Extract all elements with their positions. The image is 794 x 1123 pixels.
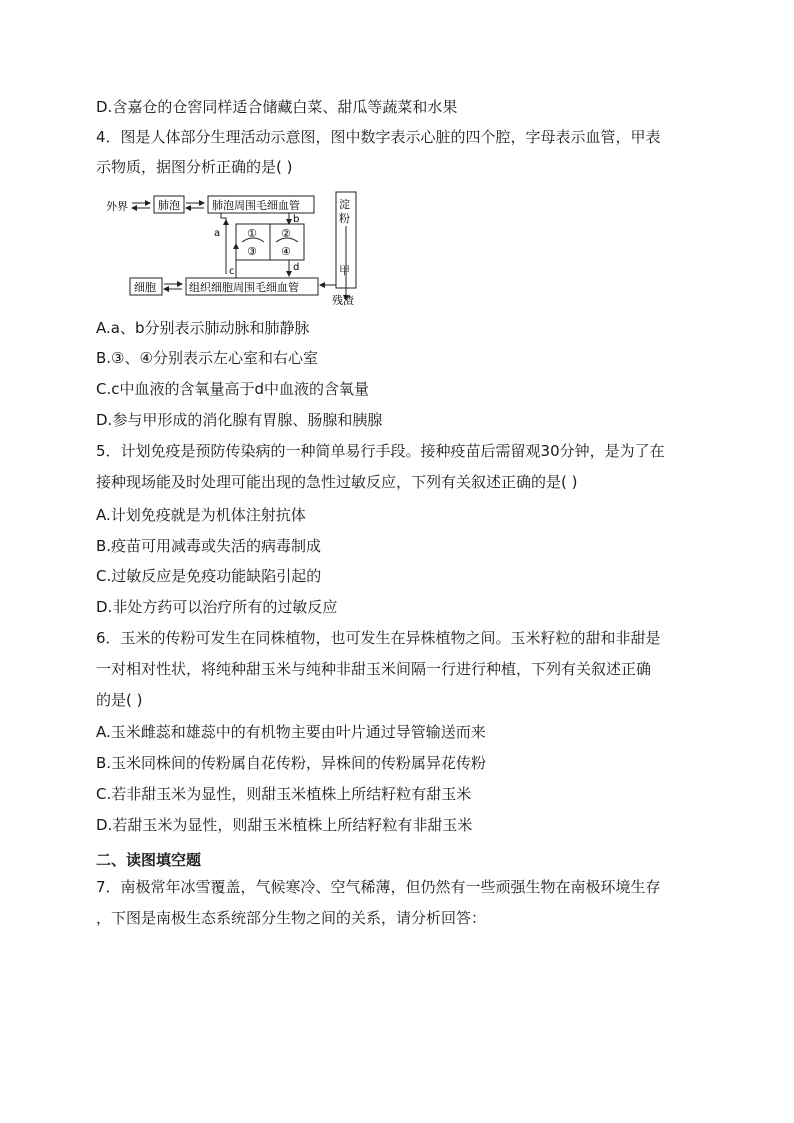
starch-label-1: 淀 <box>339 198 350 211</box>
q5-option-b: B.疫苗可用减毒或失活的病毒制成 <box>96 537 322 555</box>
chamber-3: ③ <box>247 245 257 258</box>
q4-option-d: D.参与甲形成的消化腺有胃腺、肠腺和胰腺 <box>96 411 383 429</box>
q6-stem-line-2: 一对相对性状，将纯种甜玉米与纯种非甜玉米间隔一行进行种植，下列有关叙述正确 <box>96 660 652 678</box>
q6-option-c: C.若非甜玉米为显性，则甜玉米植株上所结籽粒有甜玉米 <box>96 785 472 803</box>
q4-option-b: B.③、④分别表示左心室和右心室 <box>96 349 318 367</box>
q5-option-a: A.计划免疫就是为机体注射抗体 <box>96 506 306 524</box>
outside-label: 外界 <box>106 200 128 213</box>
q5-option-d: D.非处方药可以治疗所有的过敏反应 <box>96 598 338 616</box>
q6-option-a: A.玉米雌蕊和雄蕊中的有机物主要由叶片通过导管输送而来 <box>96 723 486 741</box>
starch-label-2: 粉 <box>339 212 350 225</box>
q4-stem-line-2: 示物质，据图分析正确的是( ) <box>96 158 293 176</box>
chamber-4: ④ <box>281 245 291 258</box>
q3-option-d: D.含嘉仓的仓窖同样适合储藏白菜、甜瓜等蔬菜和水果 <box>96 98 458 116</box>
exchange-arrow-outside-alveoli <box>132 203 150 208</box>
residue-label: 残渣 <box>332 294 354 306</box>
exchange-arrow-alveoli-capillary <box>186 203 204 208</box>
q6-option-b: B.玉米同株间的传粉属自花传粉，异株间的传粉属异花传粉 <box>96 754 487 772</box>
tissue-capillary-label: 组织细胞周围毛细血管 <box>189 281 299 294</box>
q5-stem-line-2: 接种现场能及时处理可能出现的急性过敏反应，下列有关叙述正确的是( ) <box>96 473 578 491</box>
q5-option-c: C.过敏反应是免疫功能缺陷引起的 <box>96 567 322 585</box>
alveolar-capillary-label: 肺泡周围毛细血管 <box>212 199 300 212</box>
exchange-arrow-cells-tissue <box>164 284 182 289</box>
q4-option-a: A.a、b分别表示肺动脉和肺静脉 <box>96 319 310 337</box>
vessel-b-label: b <box>293 214 300 225</box>
circulation-diagram <box>96 184 364 306</box>
vessel-c-label: c <box>229 266 235 277</box>
chamber-2: ② <box>281 227 291 240</box>
cells-label: 细胞 <box>134 281 156 294</box>
q7-stem-line-2: ，下图是南极生态系统部分生物之间的关系，请分析回答： <box>96 909 487 927</box>
q6-stem-line-3: 的是( ) <box>96 691 143 709</box>
q7-stem-line-1: 7．南极常年冰雪覆盖，气候寒冷、空气稀薄，但仍然有一些顽强生物在南极环境生存 <box>96 878 661 896</box>
vessel-d-label: d <box>293 262 300 273</box>
substance-label: 甲 <box>339 264 350 277</box>
alveoli-label: 肺泡 <box>158 199 180 212</box>
q4-stem-line-1: 4．图是人体部分生理活动示意图，图中数字表示心脏的四个腔，字母表示血管，甲表 <box>96 128 661 146</box>
section-2-title: 二、读图填空题 <box>96 851 202 869</box>
q6-option-d: D.若甜玉米为显性，则甜玉米植株上所结籽粒有非甜玉米 <box>96 816 473 834</box>
q6-stem-line-1: 6．玉米的传粉可发生在同株植物，也可发生在异株植物之间。玉米籽粒的甜和非甜是 <box>96 629 661 647</box>
chamber-1: ① <box>247 227 257 240</box>
vessel-a-line <box>221 213 226 274</box>
vessel-a-label: a <box>214 228 221 239</box>
q4-option-c: C.c中血液的含氧量高于d中血液的含氧量 <box>96 380 370 398</box>
q5-stem-line-1: 5．计划免疫是预防传染病的一种简单易行手段。接种疫苗后需留观30分钟，是为了在 <box>96 442 665 460</box>
